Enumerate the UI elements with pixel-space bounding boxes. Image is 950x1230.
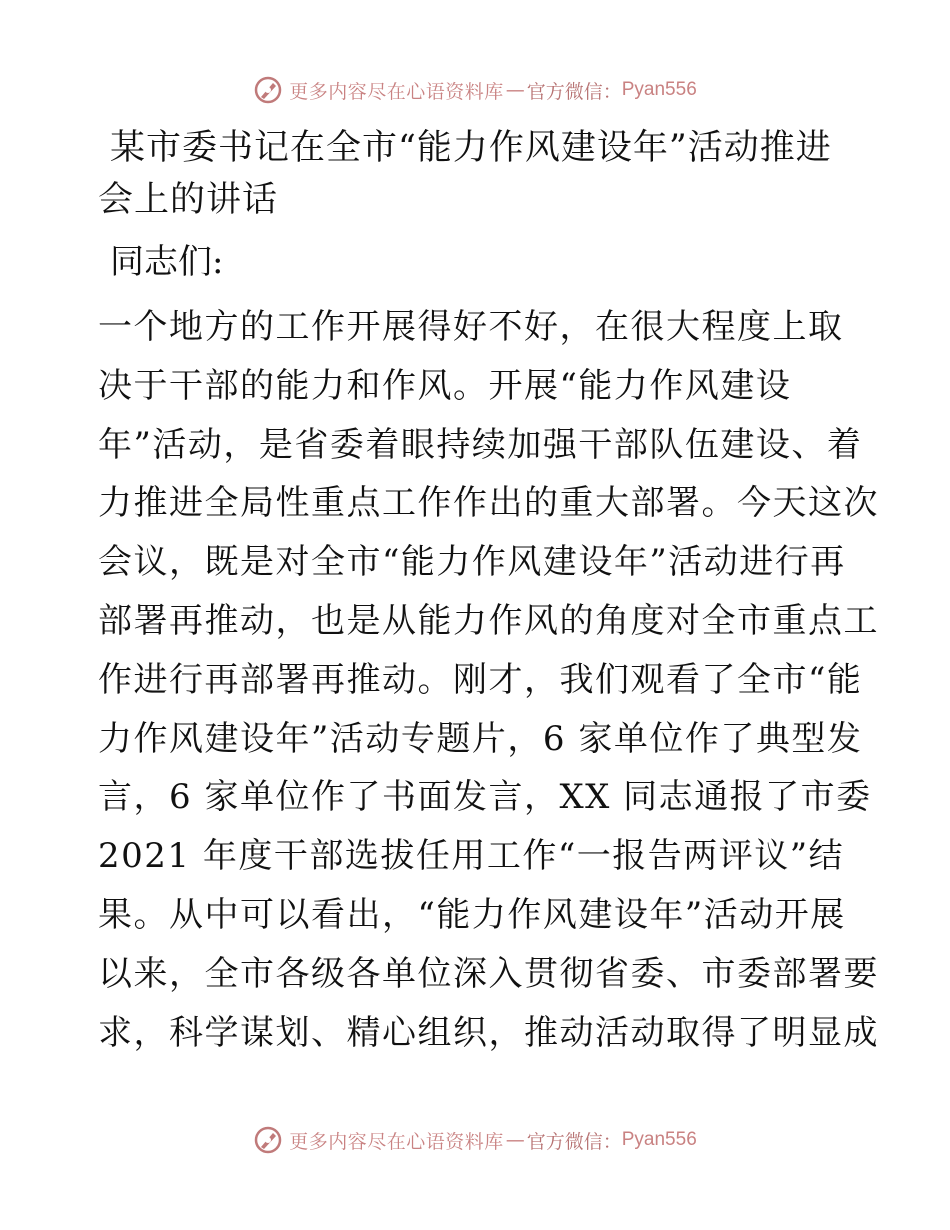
- pen-logo-icon: [253, 75, 283, 105]
- header-watermark: [0, 70, 950, 110]
- body-line: 年”活动，是省委着眼持续加强干部队伍建设、着: [98, 424, 863, 465]
- pen-logo-icon: [253, 1125, 283, 1155]
- body-line: 力作风建设年”活动专题片，6 家单位作了典型发: [98, 718, 863, 759]
- body-line: 作进行再部署再推动。刚才，我们观看了全市“能: [98, 659, 863, 700]
- body-line: 一个地方的工作开展得好不好，在很大程度上取: [98, 307, 844, 347]
- watermark-main-text: 更多内容尽在心语资料库: [289, 80, 504, 103]
- body-line: 求，科学谋划、精心组织，推动活动取得了明显成: [98, 1012, 879, 1053]
- document-body: [98, 122, 879, 1062]
- watermark-handle: Pyan556: [621, 1129, 697, 1150]
- watermark-dash: —: [505, 79, 525, 101]
- document-title: [98, 122, 858, 226]
- body-line: 力推进全局性重点工作作出的重大部署。今天这次: [98, 483, 879, 524]
- footer-watermark: [0, 1120, 950, 1160]
- greeting: 同志们:: [110, 242, 224, 282]
- body-paragraph: [98, 298, 879, 1062]
- body-line: 言，6 家单位作了书面发言，XX 同志通报了市委: [98, 777, 872, 818]
- title-line-1: 某市委书记在全市“能力作风建设年”活动推进: [110, 128, 832, 168]
- body-line: 以来，全市各级各单位深入贯彻省委、市委部署要: [98, 953, 879, 994]
- watermark-dash: —: [505, 1129, 525, 1151]
- body-line: 会议，既是对全市“能力作风建设年”活动进行再: [98, 542, 846, 583]
- body-line: 部署再推动，也是从能力作风的角度对全市重点工: [98, 600, 879, 641]
- body-line: 果。从中可以看出，“能力作风建设年”活动开展: [98, 894, 846, 935]
- watermark-main-text: 更多内容尽在心语资料库: [289, 1130, 504, 1153]
- watermark-handle: Pyan556: [621, 79, 697, 100]
- watermark-sub-text: 官方微信：: [526, 80, 622, 103]
- body-line: 决于干部的能力和作风。开展“能力作风建设: [98, 365, 792, 406]
- body-line: 2021 年度干部选拔任用工作“一报告两评议”结: [98, 836, 845, 877]
- title-line-2: 会上的讲话: [98, 180, 279, 220]
- watermark-sub-text: 官方微信：: [526, 1130, 622, 1153]
